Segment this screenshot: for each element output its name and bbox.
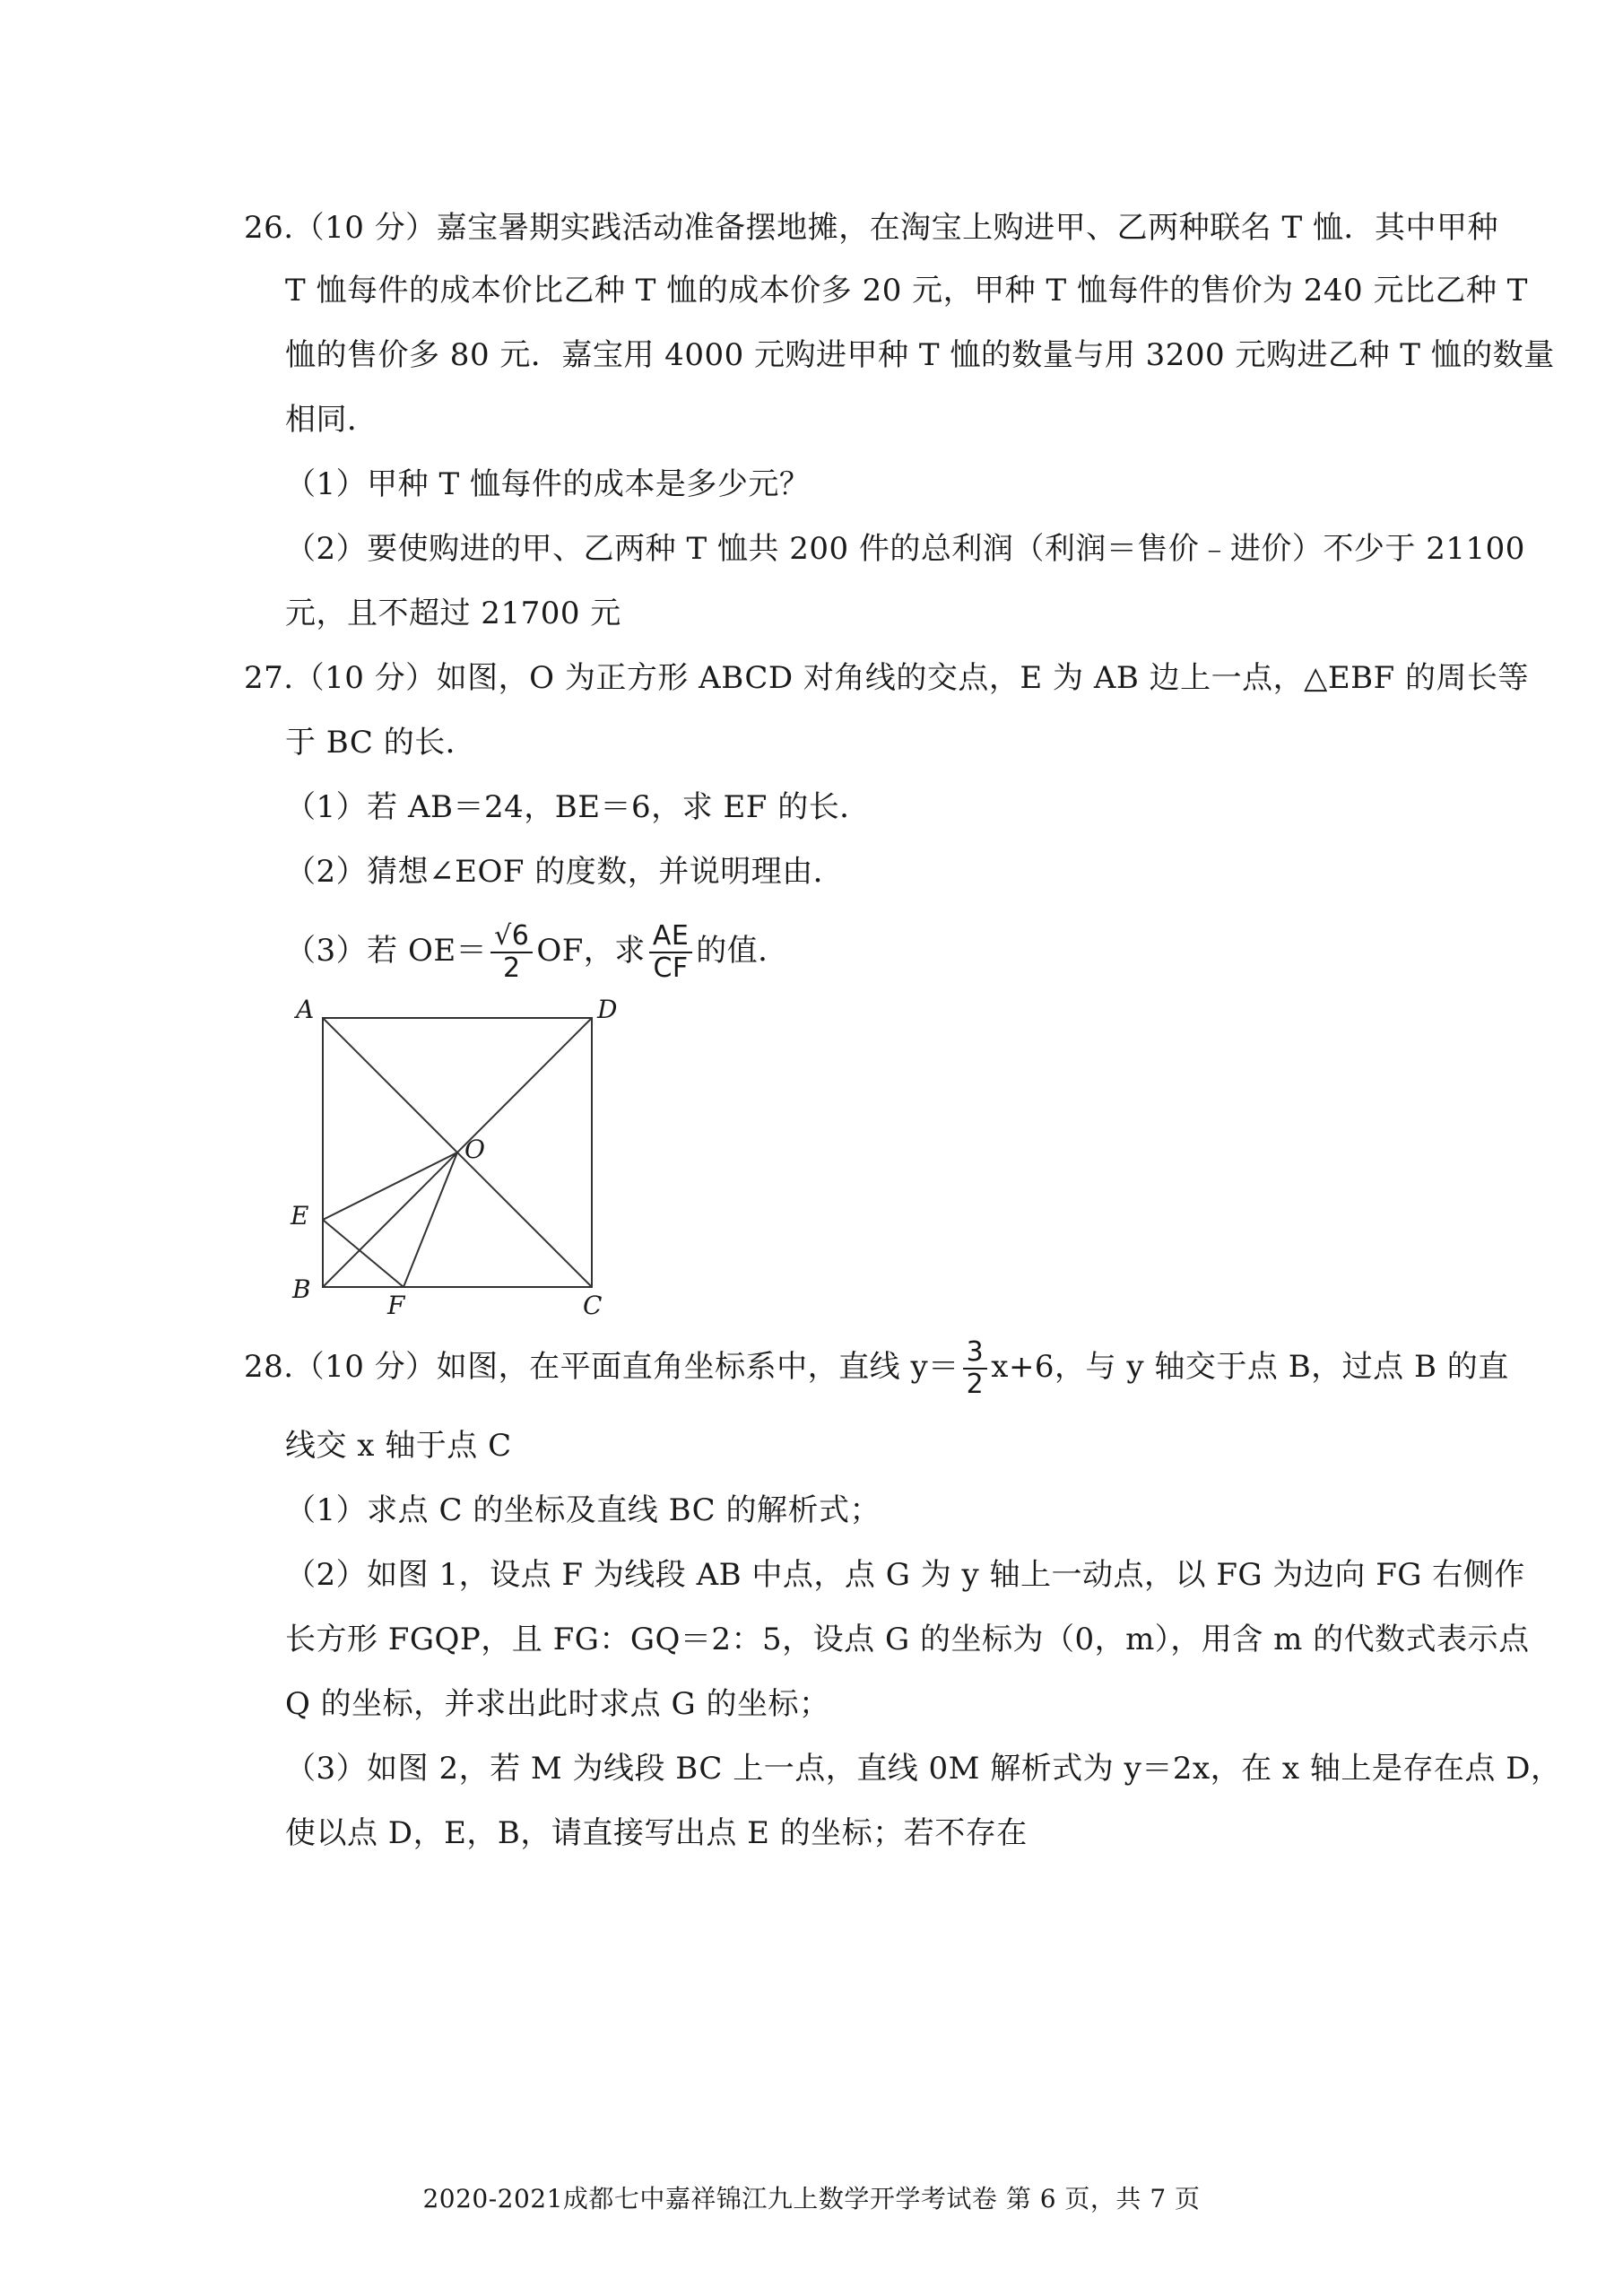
q27-sub-3-post: 的值． (696, 933, 789, 969)
page-footer: 2020-2021成都七中嘉祥锦江九上数学开学考试卷 第 6 页，共 7 页 (422, 2184, 1201, 2213)
q27-sub-3 (285, 918, 789, 984)
segment-oe (323, 1152, 457, 1220)
label-f: F (387, 1291, 405, 1320)
q26-sub-2a: （2）要使购进的甲、乙两种 T 恤共 200 件的总利润（利润＝售价﹣进价）不少于 21100 (285, 531, 1525, 567)
q27-number: 27. (244, 660, 294, 696)
q28-sub-3a: （3）如图 2，若 M 为线段 BC 上一点，直线 0M 解析式为 y＝2x，在 x 轴上是存在点 D， (285, 1751, 1562, 1787)
q26-score: （10 分） (293, 210, 437, 246)
segment-of (404, 1152, 457, 1287)
q27-line-2: 于 BC 的长． (285, 725, 477, 761)
fraction-numerator: √6 (490, 921, 533, 953)
q26-sub-1: （1）甲种 T 恤每件的成本是多少元？ (285, 466, 811, 502)
q28-text-1-pre: 如图，在平面直角坐标系中，直线 y＝ (436, 1349, 959, 1385)
label-c: C (583, 1291, 603, 1320)
q28-sub-2a: （2）如图 1，设点 F 为线段 AB 中点，点 G 为 y 轴上一动点，以 FG 为边向 FG 右侧作 (285, 1557, 1525, 1593)
q28-line-2: 线交 x 轴于点 C (285, 1428, 512, 1464)
q28-text-1-post: x+6，与 y 轴交于点 B，过点 B 的直 (991, 1349, 1509, 1385)
q27-sub-2: （2）猜想∠EOF 的度数，并说明理由． (285, 854, 845, 890)
q26-line-3: 恤的售价多 80 元．嘉宝用 4000 元购进甲种 T 恤的数量与用 3200 元购进乙种 T 恤的数量 (285, 337, 1555, 373)
fraction-numerator: 3 (963, 1337, 988, 1370)
q27-sub-3-pre: （3）若 OE＝ (285, 933, 488, 969)
q27-fraction-sqrt6-over-2 (490, 921, 533, 984)
fraction-numerator: AE (649, 921, 692, 953)
q27-line-1 (244, 658, 1529, 698)
q26-line-4: 相同． (285, 402, 378, 438)
q26-line-1 (244, 208, 1498, 248)
q28-sub-2b: 长方形 FGQP，且 FG：GQ＝2：5，设点 G 的坐标为（0，m），用含 m 的代数式表示点 (285, 1622, 1530, 1657)
label-b: B (292, 1274, 311, 1304)
fraction-denominator: CF (653, 952, 689, 984)
q28-sub-3b: 使以点 D，E，B，请直接写出点 E 的坐标；若不存在 (285, 1815, 1028, 1851)
q27-square-figure (278, 982, 628, 1323)
q27-text-1: 如图，O 为正方形 ABCD 对角线的交点，E 为 AB 边上一点，△EBF 的周长等 (436, 660, 1530, 696)
q28-number: 28. (244, 1349, 294, 1385)
q26-number: 26. (244, 210, 294, 246)
label-a: A (296, 995, 315, 1024)
label-d: D (597, 995, 618, 1024)
q26-text-1: 嘉宝暑期实践活动准备摆地摊，在淘宝上购进甲、乙两种联名 T 恤．其中甲种 (436, 210, 1498, 246)
q27-fraction-ae-over-cf (649, 921, 692, 984)
label-e: E (291, 1201, 309, 1231)
q28-line-1 (244, 1335, 1509, 1400)
q28-sub-2c: Q 的坐标，并求出此时求点 G 的坐标； (285, 1686, 830, 1722)
q26-line-2: T 恤每件的成本价比乙种 T 恤的成本价多 20 元，甲种 T 恤每件的售价为 240 元比乙种 T (285, 273, 1528, 309)
q28-score: （10 分） (293, 1349, 437, 1385)
q27-sub-1: （1）若 AB＝24，BE＝6，求 EF 的长． (285, 789, 871, 825)
fraction-denominator: 2 (502, 952, 521, 984)
label-o: O (464, 1135, 485, 1164)
q26-sub-2b: 元，且不超过 21700 元 (285, 596, 621, 631)
segment-ef (323, 1220, 404, 1287)
fraction-denominator: 2 (966, 1369, 985, 1400)
q27-sub-3-mid: OF，求 (536, 933, 646, 969)
q28-fraction-3-over-2 (963, 1337, 988, 1400)
q28-sub-1: （1）求点 C 的坐标及直线 BC 的解析式； (285, 1492, 881, 1528)
q27-score: （10 分） (293, 660, 437, 696)
